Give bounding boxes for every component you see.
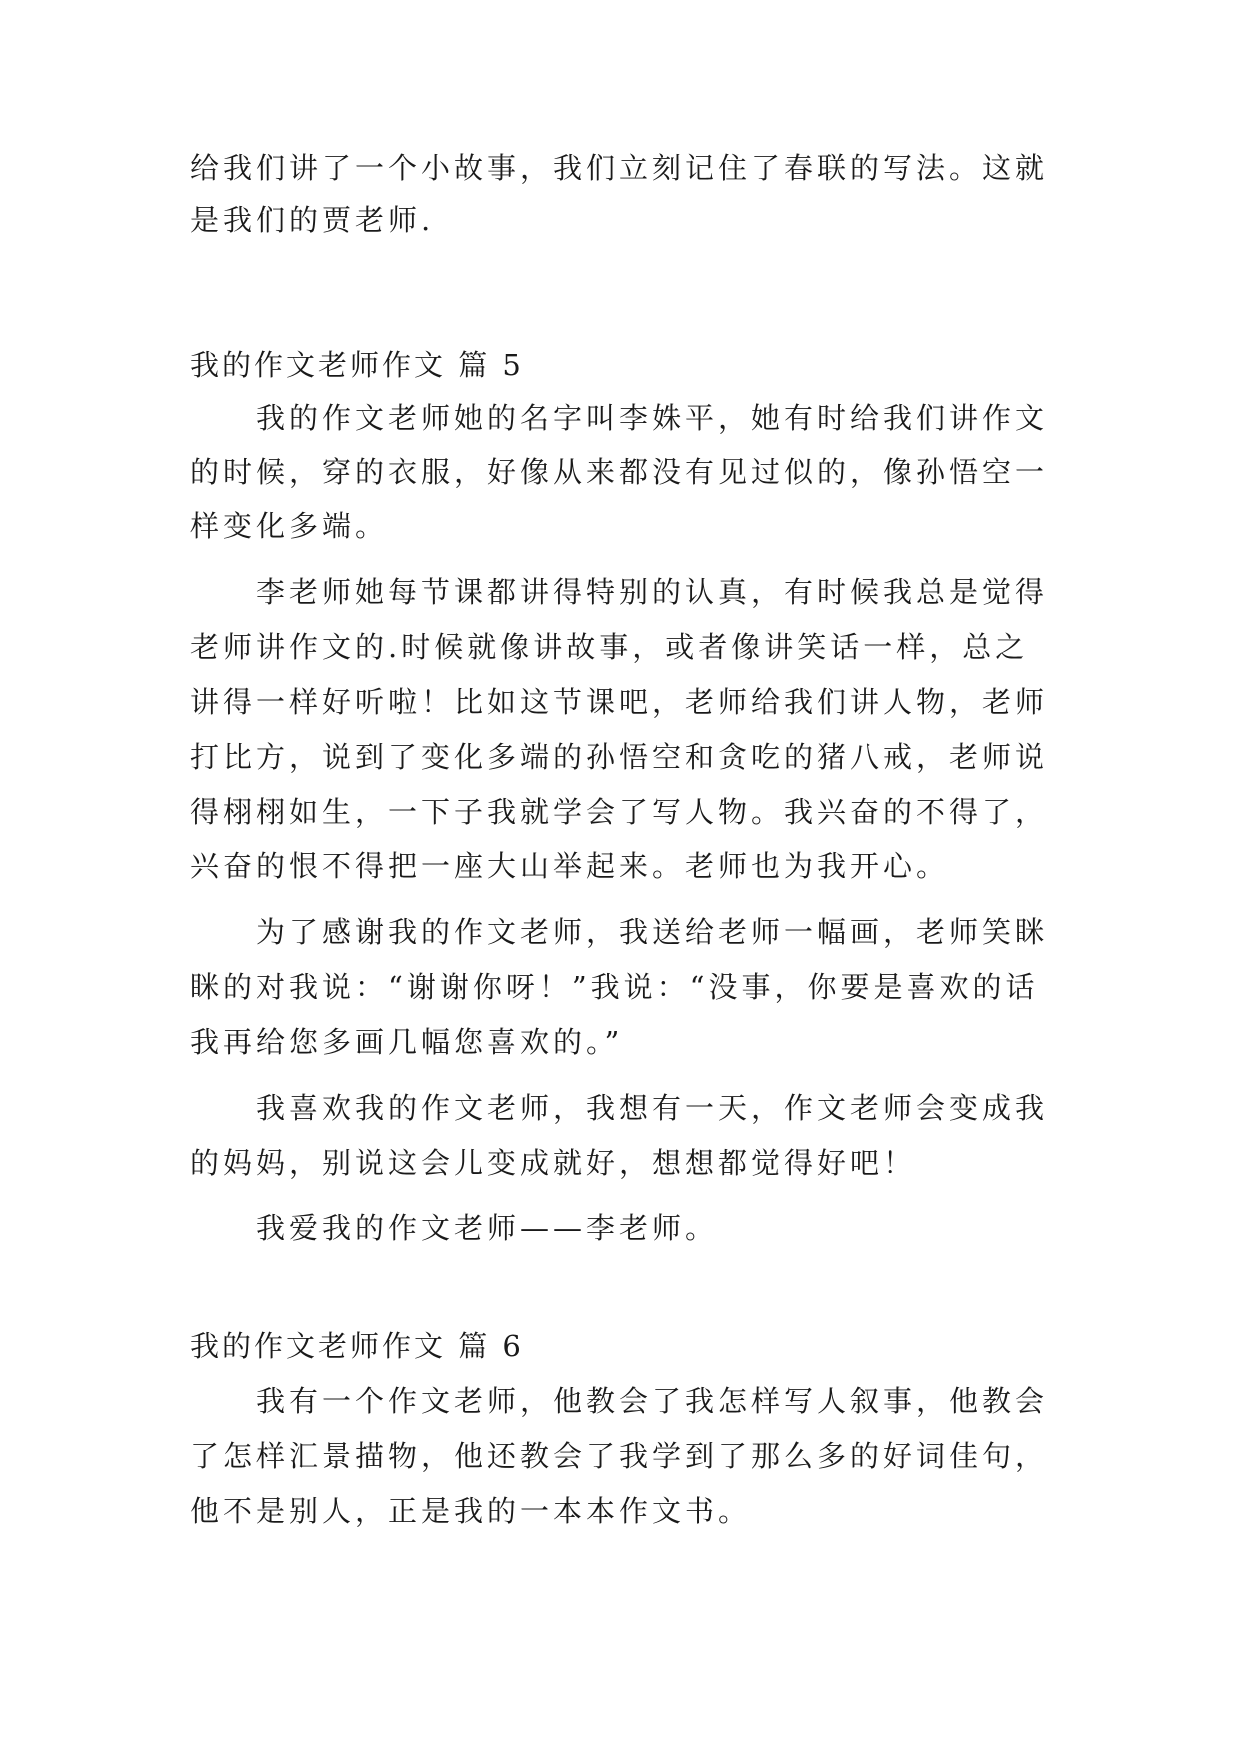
text-line: 的妈妈，别说这会儿变成就好，想想都觉得好吧！ [190,1146,917,1180]
text-line: 他不是别人，正是我的一本本作文书。 [190,1494,752,1528]
text-line: 为了感谢我的作文老师，我送给老师一幅画，老师笑眯 [256,915,1049,949]
text-line: 眯的对我说：“谢谢你呀！”我说：“没事，你要是喜欢的话 [190,970,1039,1004]
text-line: 讲得一样好听啦！比如这节课吧，老师给我们讲人物，老师 [190,685,1049,719]
text-line: 了怎样汇景描物，他还教会了我学到了那么多的好词佳句， [190,1439,1049,1473]
text-line: 李老师她每节课都讲得特别的认真，有时候我总是觉得 [256,575,1049,609]
text-line: 我再给您多画几幅您喜欢的。” [190,1025,624,1059]
section-heading: 我的作文老师作文 篇 5 [190,348,524,382]
text-line: 得栩栩如生，一下子我就学会了写人物。我兴奋的不得了， [190,795,1049,829]
text-line: 我爱我的作文老师——李老师。 [256,1211,719,1245]
text-line: 老师讲作文的.时候就像讲故事，或者像讲笑话一样，总之 [190,630,1029,664]
text-line: 是我们的贾老师. [190,203,435,237]
text-line: 我喜欢我的作文老师，我想有一天，作文老师会变成我 [256,1091,1049,1125]
text-line: 兴奋的恨不得把一座大山举起来。老师也为我开心。 [190,849,950,883]
section-heading: 我的作文老师作文 篇 6 [190,1329,524,1363]
text-line: 我的作文老师她的名字叫李姝平，她有时给我们讲作文 [256,401,1049,435]
text-line: 打比方，说到了变化多端的孙悟空和贪吃的猪八戒，老师说 [190,740,1049,774]
text-line: 样变化多端。 [190,509,389,543]
text-line: 的时候，穿的衣服，好像从来都没有见过似的，像孙悟空一 [190,455,1049,489]
text-line: 给我们讲了一个小故事，我们立刻记住了春联的写法。这就 [190,151,1049,185]
text-line: 我有一个作文老师，他教会了我怎样写人叙事，他教会 [256,1384,1049,1418]
